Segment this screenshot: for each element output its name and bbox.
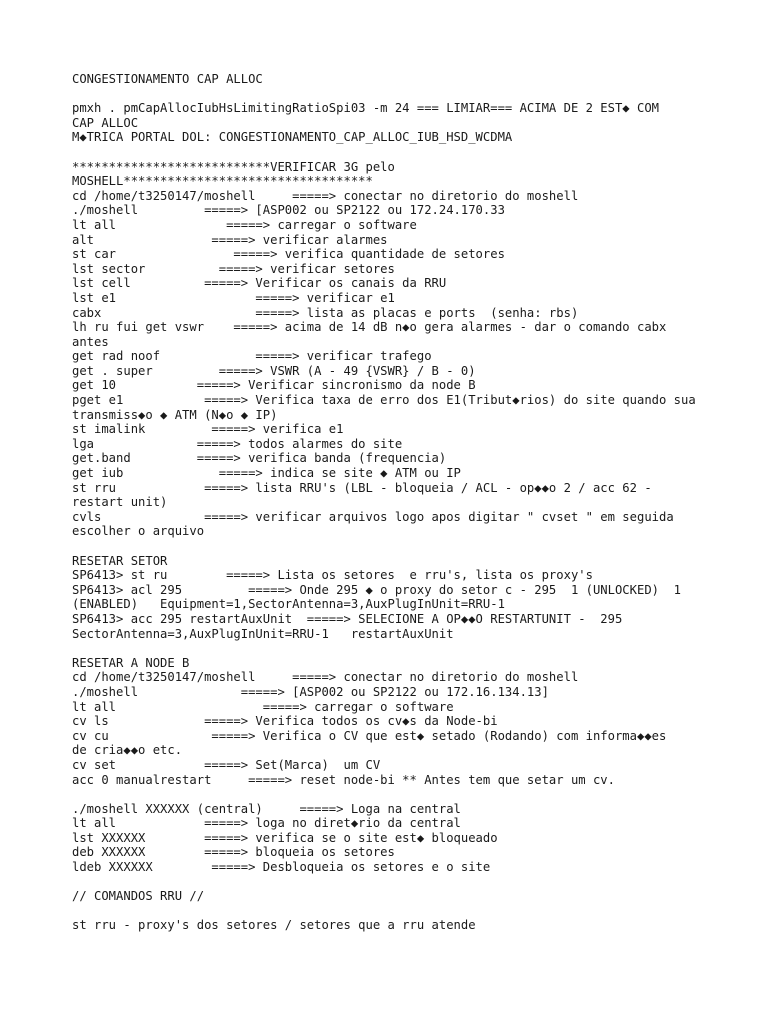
text-line: st rru - proxy's dos setores / setores que a rru atende xyxy=(72,918,476,933)
text-line: // COMANDOS RRU // xyxy=(72,889,205,904)
text-line: SectorAntenna=3,AuxPlugInUnit=RRU-1 restartAuxUnit xyxy=(72,626,454,641)
text-line: SP6413> acc 295 restartAuxUnit =====> SELECIONE A OP◆◆O RESTARTUNIT - 295 xyxy=(72,611,623,626)
text-line: get 10 =====> Verificar sincronismo da node B xyxy=(72,378,476,393)
text-line: SP6413> st ru =====> Lista os setores e rru's, lista os proxy's xyxy=(72,568,593,583)
text-line: cd /home/t3250147/moshell =====> conectar no diretorio do moshell xyxy=(72,188,579,203)
text-line: st rru =====> lista RRU's (LBL - bloqueia / ACL - op◆◆o 2 / acc 62 - xyxy=(72,480,652,495)
text-line: (ENABLED) Equipment=1,SectorAntenna=3,AuxPlugInUnit=RRU-1 xyxy=(72,597,505,612)
text-line: pget e1 =====> Verifica taxa de erro dos E1(Tribut◆rios) do site quando sua xyxy=(72,393,696,408)
blank-line xyxy=(72,787,712,802)
text-line: ./moshell =====> [ASP002 ou SP2122 ou 172.24.170.33 xyxy=(72,203,505,218)
text-line: ./moshell XXXXXX (central) =====> Loga na central xyxy=(72,801,461,816)
text-line: lh ru fui get vswr =====> acima de 14 dB n◆o gera alarmes - dar o comando cabx xyxy=(72,320,667,335)
text-line: cabx =====> lista as placas e ports (senha: rbs) xyxy=(72,305,579,320)
text-line: lst cell =====> Verificar os canais da RRU xyxy=(72,276,447,291)
text-line: antes xyxy=(72,334,109,349)
text-line: SP6413> acl 295 =====> Onde 295 ◆ o proxy do setor c - 295 1 (UNLOCKED) 1 xyxy=(72,582,682,597)
document-body xyxy=(72,72,712,933)
text-line: cvls =====> verificar arquivos logo apos digitar " cvset " em seguida xyxy=(72,509,674,524)
text-line: pmxh . pmCapAllocIubHsLimitingRatioSpi03 -m 24 === LIMIAR=== ACIMA DE 2 EST◆ COM xyxy=(72,101,659,116)
text-line: deb XXXXXX =====> bloqueia os setores xyxy=(72,845,395,860)
text-line: alt =====> verificar alarmes xyxy=(72,232,388,247)
text-line: lga =====> todos alarmes do site xyxy=(72,436,403,451)
blank-line xyxy=(72,904,712,919)
text-line: de cria◆◆o etc. xyxy=(72,743,183,758)
text-line: RESETAR SETOR xyxy=(72,553,168,568)
text-line: lt all =====> loga no diret◆rio da central xyxy=(72,816,461,831)
text-line: CONGESTIONAMENTO CAP ALLOC xyxy=(72,72,263,86)
text-line: cd /home/t3250147/moshell =====> conectar no diretorio do moshell xyxy=(72,670,579,685)
text-line: transmiss◆o ◆ ATM (N◆o ◆ IP) xyxy=(72,407,278,422)
text-line: escolher o arquivo xyxy=(72,524,205,539)
text-line: lst XXXXXX =====> verifica se o site est◆ bloqueado xyxy=(72,830,498,845)
text-line: M◆TRICA PORTAL DOL: CONGESTIONAMENTO_CAP_ALLOC_IUB_HSD_WCDMA xyxy=(72,130,513,145)
text-line: RESETAR A NODE B xyxy=(72,655,190,670)
text-line: ***************************VERIFICAR 3G pelo xyxy=(72,159,395,174)
text-line: get rad noof =====> verificar trafego xyxy=(72,349,432,364)
blank-line xyxy=(72,641,712,656)
text-line: get . super =====> VSWR (A - 49 {VSWR} / B - 0) xyxy=(72,363,476,378)
text-line: acc 0 manualrestart =====> reset node-bi ** Antes tem que setar um cv. xyxy=(72,772,615,787)
text-line: MOSHELL********************************** xyxy=(72,174,373,189)
text-line: CAP ALLOC xyxy=(72,115,139,130)
text-line: st car =====> verifica quantidade de setores xyxy=(72,247,505,262)
text-line: ./moshell =====> [ASP002 ou SP2122 ou 172.16.134.13] xyxy=(72,684,549,699)
blank-line xyxy=(72,87,712,102)
blank-line xyxy=(72,145,712,160)
blank-line xyxy=(72,875,712,890)
text-line: cv set =====> Set(Marca) um CV xyxy=(72,757,381,772)
text-line: cv cu =====> Verifica o CV que est◆ setado (Rodando) com informa◆◆es xyxy=(72,728,667,743)
text-line: get.band =====> verifica banda (frequencia) xyxy=(72,451,447,466)
text-line: cv ls =====> Verifica todos os cv◆s da Node-bi xyxy=(72,714,498,729)
text-line: get iub =====> indica se site ◆ ATM ou IP xyxy=(72,466,461,481)
text-line: lst sector =====> verificar setores xyxy=(72,261,395,276)
text-line: lt all =====> carregar o software xyxy=(72,699,454,714)
blank-line xyxy=(72,539,712,554)
text-line: lt all =====> carregar o software xyxy=(72,217,417,232)
text-line: lst e1 =====> verificar e1 xyxy=(72,290,395,305)
text-line: ldeb XXXXXX =====> Desbloqueia os setores e o site xyxy=(72,860,491,875)
text-line: st imalink =====> verifica e1 xyxy=(72,422,344,437)
text-line: restart unit) xyxy=(72,495,168,510)
